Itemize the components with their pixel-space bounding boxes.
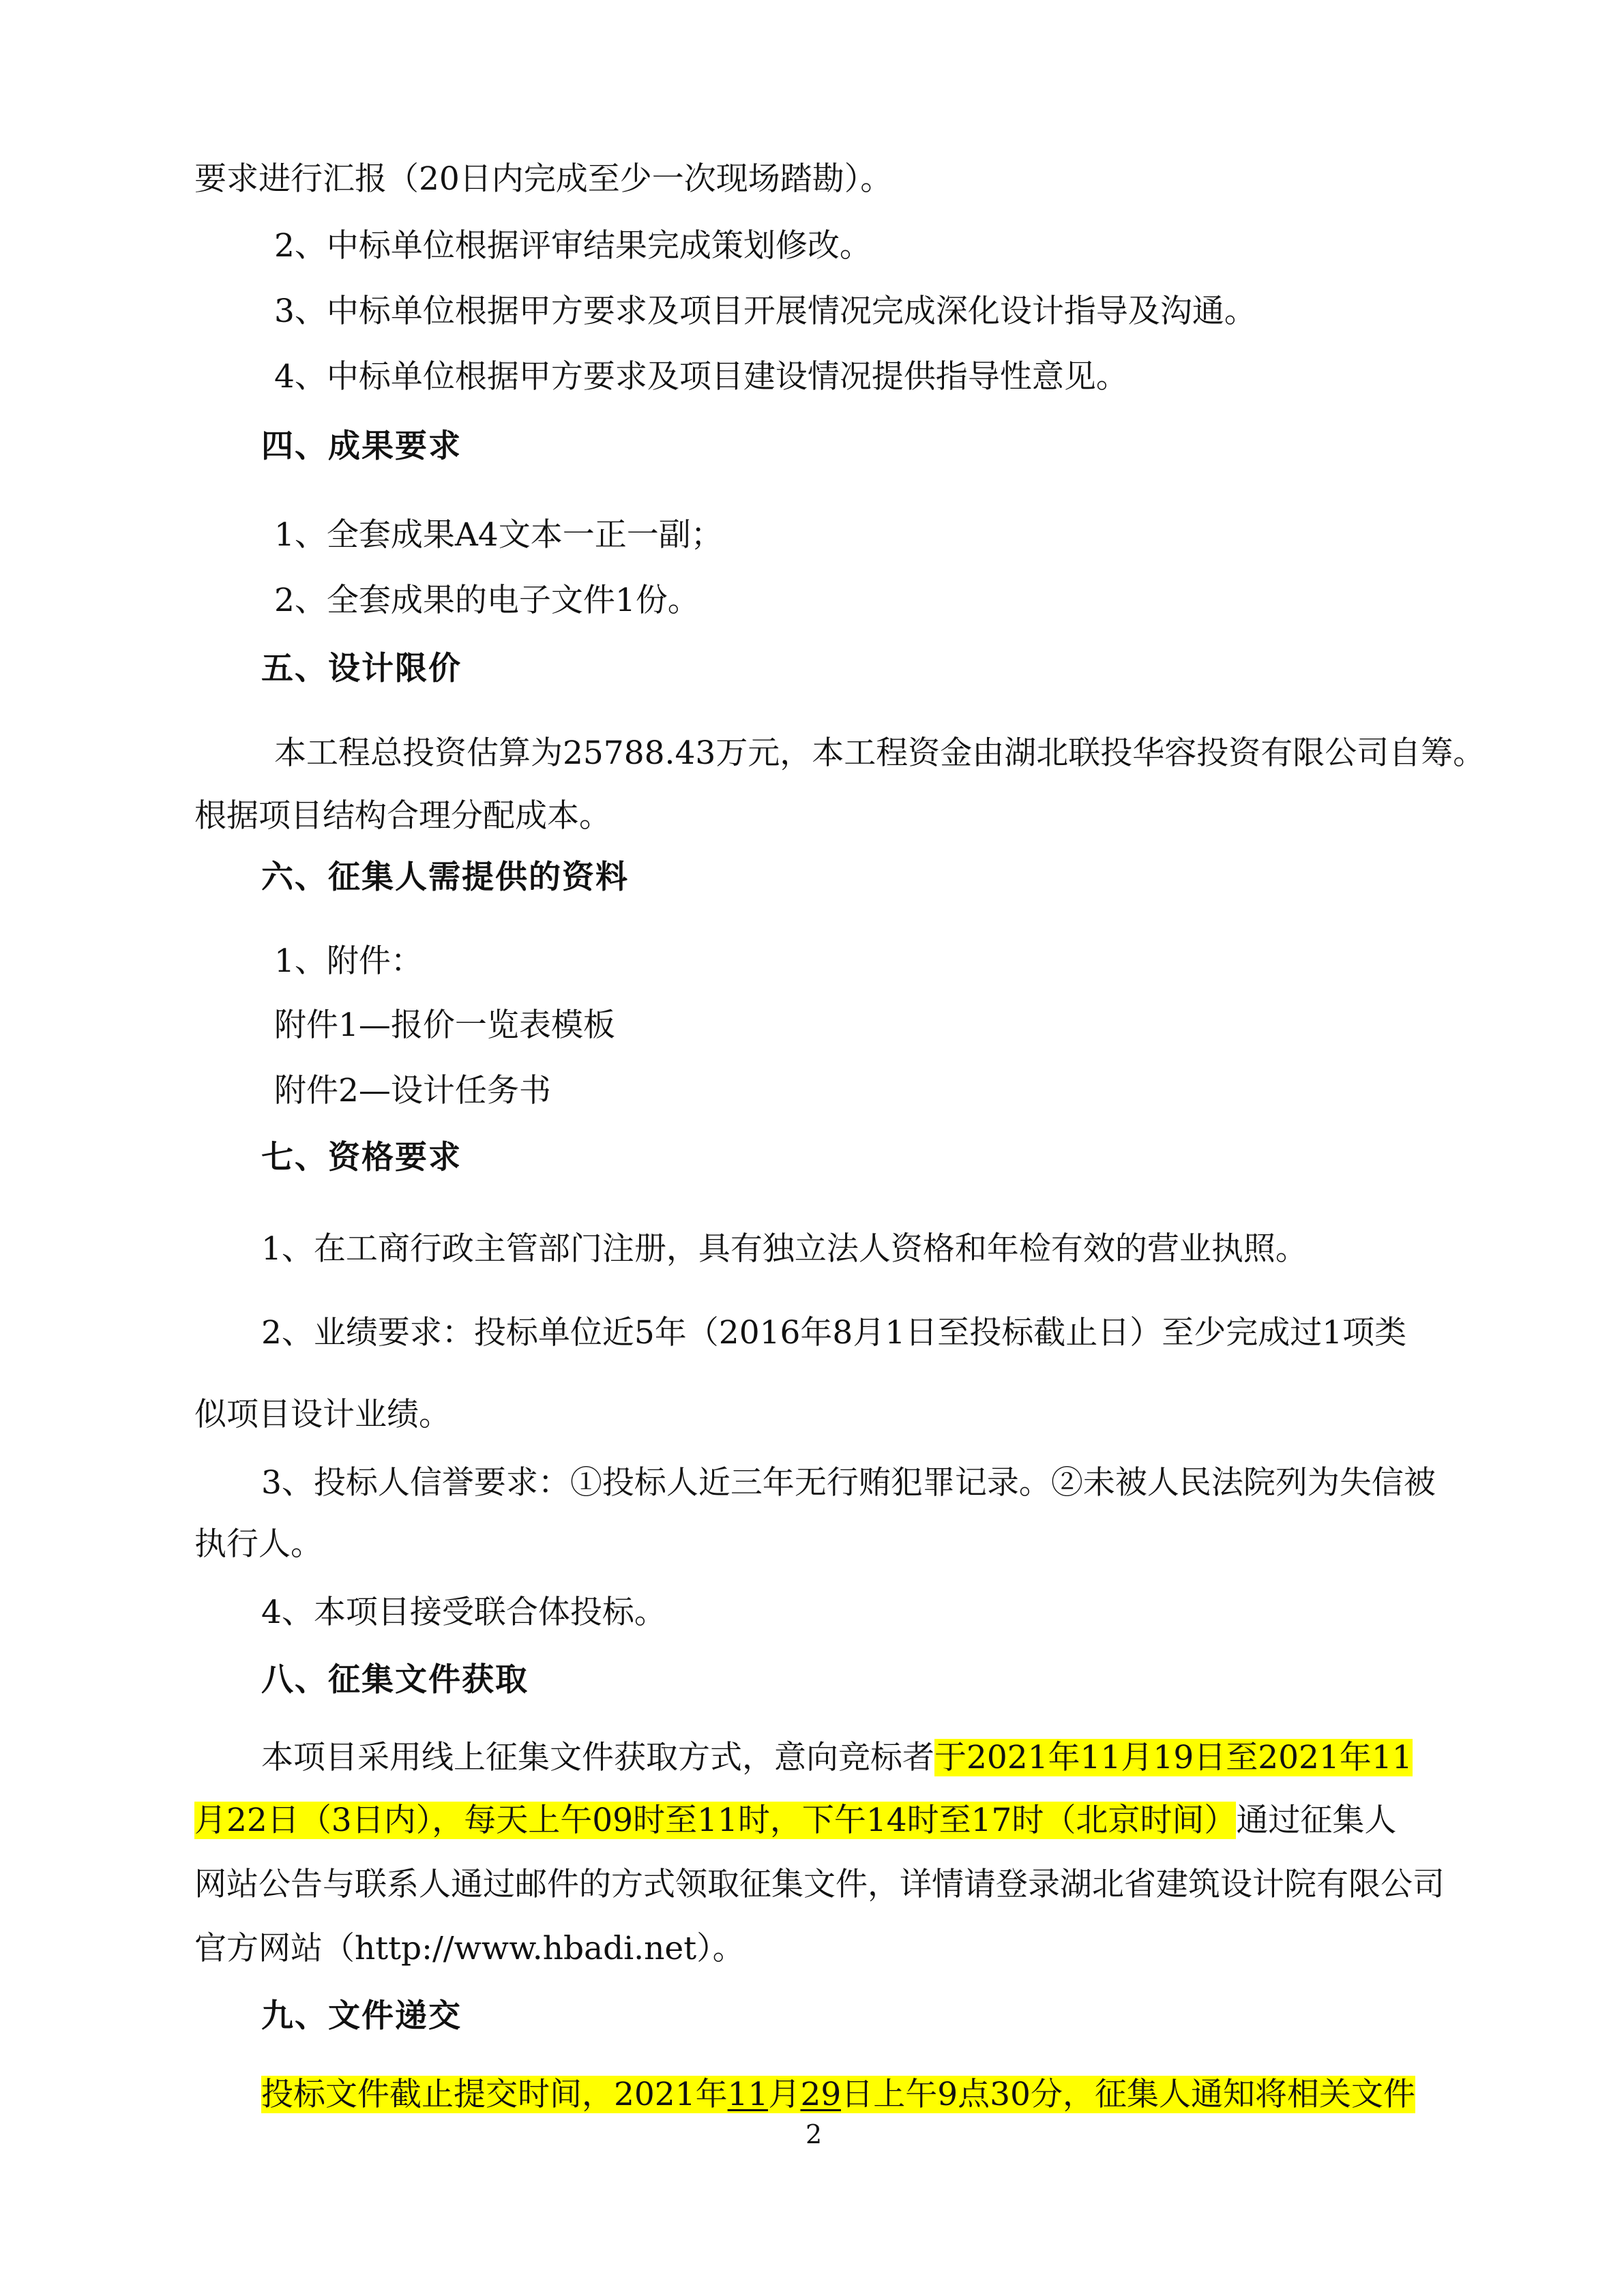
list-item: 2、业绩要求：投标单位近5年（2016年8月1日至投标截止日）至少完成过1项类 <box>261 1314 1407 1352</box>
section-heading-8: 八、征集文件获取 <box>261 1661 529 1699</box>
attachment-item: 附件2—设计任务书 <box>274 1072 551 1109</box>
section-heading-5: 五、设计限价 <box>261 650 462 687</box>
list-item: 1、在工商行政主管部门注册，具有独立法人资格和年检有效的营业执照。 <box>261 1230 1308 1268</box>
highlighted-text: 日上午9点30分，征集人通知将相关文件 <box>841 2076 1415 2113</box>
highlighted-text: 投标文件截止提交时间，2021年 <box>261 2076 728 2113</box>
highlighted-text: 月22日（3日内），每天上午09时至11时，下午14时至17时（北京时间） <box>194 1802 1237 1839</box>
highlighted-underlined-text: 29 <box>800 2076 842 2113</box>
section-heading-7: 七、资格要求 <box>261 1139 462 1176</box>
list-item: 4、本项目接受联合体投标。 <box>261 1594 666 1631</box>
list-item: 4、中标单位根据甲方要求及项目建设情况提供指导性意见。 <box>274 358 1128 396</box>
list-item: 1、附件： <box>274 942 423 980</box>
paragraph-line: 本工程总投资估算为25788.43万元，本工程资金由湖北联投华容投资有限公司自筹。 <box>274 734 1486 772</box>
text-run: 本项目采用线上征集文件获取方式，意向竞标者 <box>261 1739 934 1776</box>
paragraph-line: 似项目设计业绩。 <box>194 1396 451 1433</box>
section-heading-6: 六、征集人需提供的资料 <box>261 859 629 896</box>
highlighted-text: 于2021年11月19日至2021年11 <box>934 1739 1413 1776</box>
attachment-item: 附件1—报价一览表模板 <box>274 1007 615 1044</box>
list-item: 3、中标单位根据甲方要求及项目开展情况完成深化设计指导及沟通。 <box>274 293 1256 330</box>
paragraph-line: 执行人。 <box>194 1525 323 1563</box>
paragraph-line: 要求进行汇报（20日内完成至少一次现场踏勘）。 <box>194 160 893 198</box>
section-heading-9: 九、文件递交 <box>261 1997 462 2035</box>
page-number: 2 <box>806 2119 823 2149</box>
highlighted-text: 月 <box>768 2076 801 2113</box>
paragraph-line: 根据项目结构合理分配成本。 <box>194 797 611 835</box>
list-item: 3、投标人信誉要求：①投标人近三年无行贿犯罪记录。②未被人民法院列为失信被 <box>261 1464 1436 1502</box>
paragraph-line <box>261 1738 1413 1778</box>
list-item: 1、全套成果A4文本一正一副； <box>274 516 723 554</box>
paragraph-line <box>261 2074 1415 2115</box>
section-heading-4: 四、成果要求 <box>261 428 462 465</box>
paragraph-line: 官方网站（http://www.hbadi.net）。 <box>194 1930 745 1967</box>
highlighted-underlined-text: 11 <box>727 2076 769 2113</box>
list-item: 2、中标单位根据评审结果完成策划修改。 <box>274 227 872 265</box>
paragraph-line: 网站公告与联系人通过邮件的方式领取征集文件，详情请登录湖北省建筑设计院有限公司 <box>194 1866 1445 1903</box>
list-item: 2、全套成果的电子文件1份。 <box>274 582 700 619</box>
text-run: 通过征集人 <box>1236 1802 1397 1839</box>
paragraph-line <box>194 1800 1396 1841</box>
